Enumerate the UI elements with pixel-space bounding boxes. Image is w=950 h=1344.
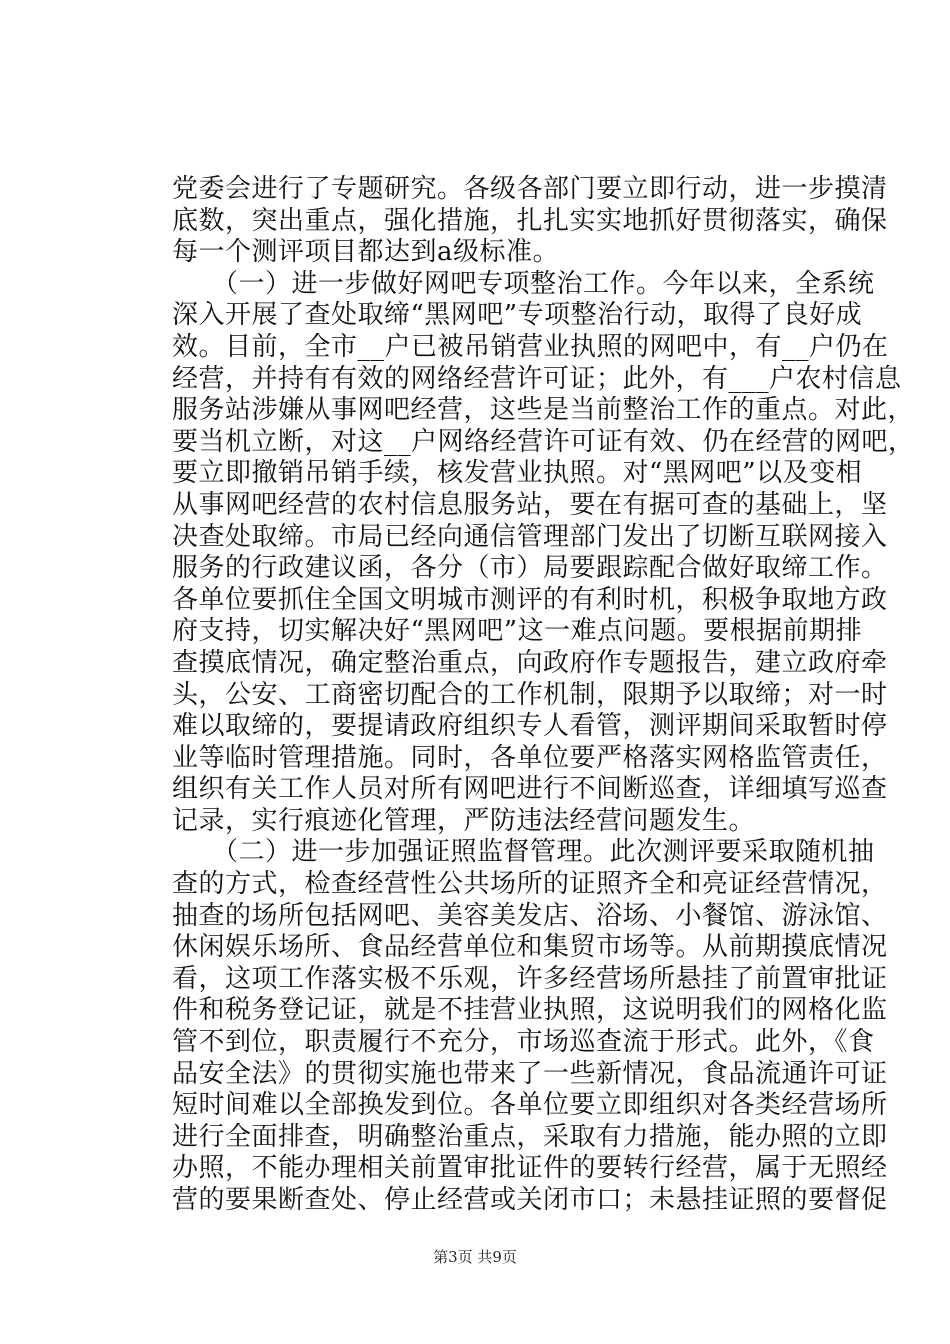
text-line: 深入开展了查处取缔“黑网吧”专项整治行动，取得了良好成: [172, 300, 863, 331]
text-line: 记录，实行痕迹化管理，严防违法经营问题发生。: [172, 805, 756, 836]
text-line: 每一个测评项目都达到a级标准。: [172, 237, 560, 268]
text-line: 要立即撤销吊销手续，核发营业执照。对“黑网吧”以及变相: [172, 458, 863, 489]
text-line: 难以取缔的，要提请政府组织专人看管，测评期间采取暂时停: [172, 711, 888, 742]
text-line: 府支持，切实解决好“黑网吧”这一难点问题。要根据前期排: [172, 616, 863, 647]
text-line: 查的方式，检查经营性公共场所的证照齐全和亮证经营情况，: [172, 869, 888, 900]
text-line: 头，公安、工商密切配合的工作机制，限期予以取缔；对一时: [172, 679, 888, 710]
text-line: 休闲娱乐场所、食品经营单位和集贸市场等。从前期摸底情况: [172, 932, 888, 963]
text-line: 进行全面排查，明确整治重点，采取有力措施，能办照的立即: [172, 1121, 888, 1152]
text-line: 从事网吧经营的农村信息服务站，要在有据可查的基础上，坚: [172, 489, 888, 520]
text-line: 服务站涉嫌从事网吧经营，这些是当前整治工作的重点。对此，: [172, 395, 915, 426]
text-line: 抽查的场所包括网吧、美容美发店、浴场、小餐馆、游泳馆、: [172, 900, 888, 931]
text-line: 党委会进行了专题研究。各级各部门要立即行动，进一步摸清: [172, 174, 888, 204]
page-number-footer: 第3页 共9页: [433, 1248, 517, 1266]
text-line: 短时间难以全部换发到位。各单位要立即组织对各类经营场所: [172, 1090, 888, 1121]
text-line: 业等临时管理措施。同时，各单位要严格落实网格监管责任，: [172, 742, 888, 773]
paragraph-heading-line: （二）进一步加强证照监督管理。此次测评要采取随机抽: [172, 837, 875, 868]
text-line: 要当机立断，对这__户网络经营许可证有效、仍在经营的网吧，: [172, 426, 915, 457]
text-line: 办照，不能办理相关前置审批证件的要转行经营，属于无照经: [172, 1153, 888, 1184]
text-line: 查摸底情况，确定整治重点，向政府作专题报告，建立政府牵: [172, 647, 888, 678]
body-text: [172, 174, 915, 1217]
text-line: 服务的行政建议函，各分（市）局要跟踪配合做好取缔工作。: [172, 553, 888, 584]
text-line: 品安全法》的贯彻实施也带来了一些新情况，食品流通许可证: [172, 1058, 888, 1089]
text-line: 决查处取缔。市局已经向通信管理部门发出了切断互联网接入: [172, 521, 888, 552]
text-line: 效。目前，全市__户已被吊销营业执照的网吧中，有__户仍在: [172, 331, 889, 362]
paragraph-heading-line: （一）进一步做好网吧专项整治工作。今年以来，全系统: [172, 268, 875, 299]
text-line: 营的要果断查处、停止经营或关闭市口；未悬挂证照的要督促: [172, 1185, 888, 1215]
text-line: 底数，突出重点，强化措施，扎扎实实地抓好贯彻落实，确保: [172, 205, 888, 236]
text-line: 各单位要抓住全国文明城市测评的有利时机，积极争取地方政: [172, 584, 888, 615]
text-line: 经营，并持有有效的网络经营许可证；此外，有___户农村信息: [172, 363, 902, 394]
text-line: 件和税务登记证，就是不挂营业执照，这说明我们的网格化监: [172, 995, 888, 1026]
text-line: 组织有关工作人员对所有网吧进行不间断巡查，详细填写巡查: [172, 774, 888, 805]
text-line: 看，这项工作落实极不乐观，许多经营场所悬挂了前置审批证: [172, 963, 888, 994]
text-line: 管不到位，职责履行不充分，市场巡查流于形式。此外，《食: [172, 1027, 875, 1058]
